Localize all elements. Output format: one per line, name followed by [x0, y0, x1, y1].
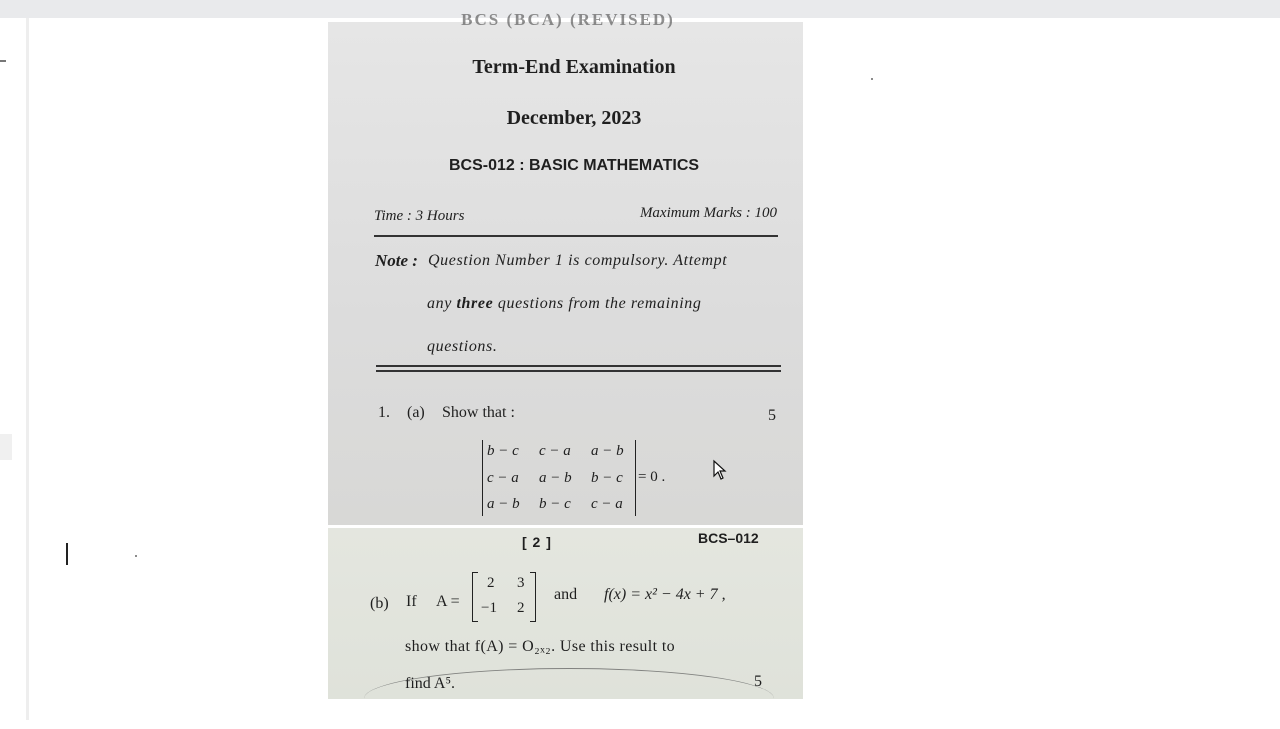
page-code: BCS–012 — [698, 530, 759, 546]
menu-handle-icon[interactable] — [0, 60, 6, 62]
question-marks: 5 — [754, 673, 762, 690]
matrix-cell: 2 — [487, 575, 495, 591]
determinant-cell: c − a — [487, 470, 519, 486]
divider — [374, 235, 778, 237]
matrix-label: A = — [436, 593, 460, 610]
question-part: (b) — [370, 595, 389, 612]
question-part: (a) — [407, 404, 425, 421]
question-text: find A⁵. — [405, 675, 456, 692]
determinant-cell: a − b — [487, 496, 520, 512]
note-emphasis: three — [456, 295, 494, 312]
determinant-cell: a − b — [539, 470, 572, 486]
function-definition: f(x) = x² − 4x + 7 , — [604, 586, 726, 603]
divider — [376, 370, 781, 372]
question-text: Show that : — [442, 404, 515, 421]
exam-photo-page-1 — [328, 10, 803, 525]
divider — [376, 365, 781, 367]
course-title: BCS-012 : BASIC MATHEMATICS — [448, 157, 700, 174]
question-marks: 5 — [768, 407, 776, 424]
determinant-cell: b − c — [539, 496, 571, 512]
determinant-cell: b − c — [487, 443, 519, 459]
sidebar-tab[interactable] — [0, 434, 12, 460]
determinant-cell: b − c — [591, 470, 623, 486]
determinant-cell: c − a — [539, 443, 571, 459]
note-line-3: questions. — [427, 338, 498, 355]
matrix-cell: −1 — [481, 600, 497, 616]
question-number: 1. — [378, 404, 390, 421]
note-text: any — [427, 295, 457, 312]
determinant-cell: c − a — [591, 496, 623, 512]
note-line-1: Question Number 1 is compulsory. Attempt — [428, 252, 728, 269]
exam-title: Term-End Examination — [472, 56, 676, 78]
note-text: questions from the remaining — [493, 295, 702, 312]
mouse-pointer-icon — [713, 460, 727, 480]
pencil-mark — [364, 668, 774, 729]
exam-max-marks: Maximum Marks : 100 — [639, 205, 777, 221]
matrix-a — [472, 572, 536, 622]
cut-off-header: BCS (BCA) (REVISED) — [461, 10, 675, 29]
exam-time: Time : 3 Hours — [374, 208, 465, 224]
speck — [135, 555, 137, 557]
question-text: show that f(A) = O₂ₓ₂. Use this result to — [405, 638, 676, 655]
determinant-cell: a − b — [591, 443, 624, 459]
matrix-cell: 3 — [517, 575, 525, 591]
page-number: [ 2 ] — [522, 534, 552, 550]
note-label: Note : — [375, 251, 418, 270]
speck — [871, 78, 873, 80]
left-sidebar-rail — [0, 18, 29, 720]
matrix-cell: 2 — [517, 600, 525, 616]
determinant — [482, 440, 636, 516]
determinant-result: = 0 . — [638, 469, 666, 485]
exam-photo-page-2 — [328, 528, 803, 699]
question-text: and — [554, 586, 578, 603]
exam-date: December, 2023 — [506, 107, 642, 129]
text-caret — [66, 543, 68, 565]
question-text: If — [406, 593, 417, 610]
note-line-2 — [427, 295, 702, 313]
